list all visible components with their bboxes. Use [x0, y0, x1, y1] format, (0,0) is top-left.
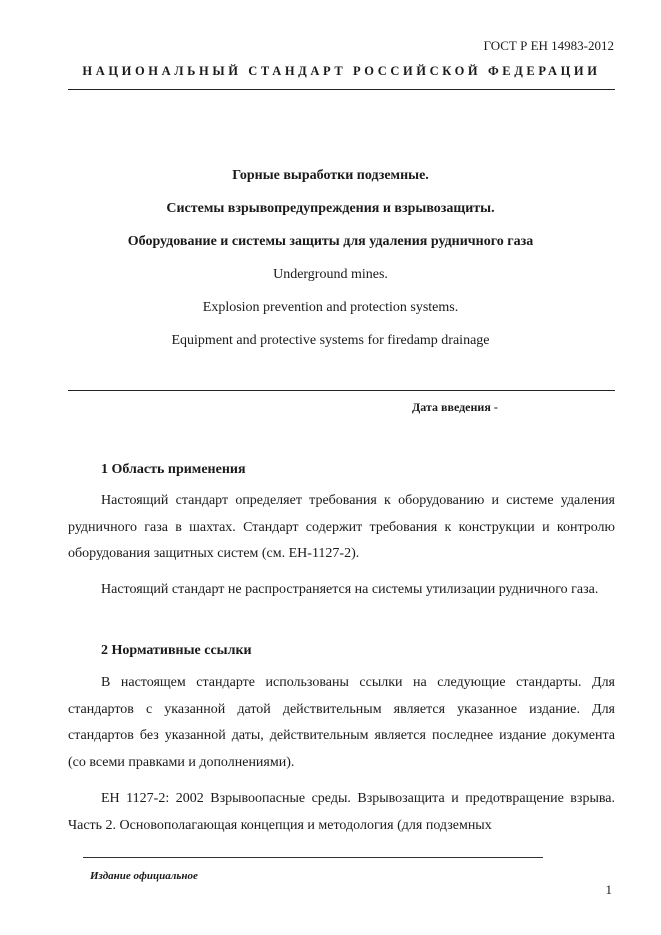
title-ru-line1: Горные выработки подземные.	[232, 168, 429, 183]
title-en-line1: Underground mines.	[273, 267, 388, 282]
section-1-paragraph-1: Настоящий стандарт определяет требования к оборудованию и системе удаления рудничного газа в шахтах. Стандарт содержит требования к конструкции и контролю оборудования защитных систем (см. ЕН-1127-2).	[68, 493, 615, 561]
official-edition-note: Издание официальное	[90, 870, 198, 882]
page-number: 1	[605, 882, 612, 897]
header-divider	[68, 89, 615, 90]
title-divider	[68, 390, 615, 391]
title-en-line3: Equipment and protective systems for firedamp drainage	[171, 333, 490, 348]
title-ru-line3: Оборудование и системы защиты для удаления рудничного газа	[127, 234, 534, 249]
footer-divider	[83, 857, 543, 858]
section-1-heading: 1 Область применения	[101, 462, 246, 477]
standard-id: ГОСТ Р ЕН 14983-2012	[483, 38, 614, 53]
section-1-paragraph-2: Настоящий стандарт не распространяется на системы утилизации рудничного газа.	[101, 582, 599, 597]
section-2-paragraph-2: ЕН 1127-2: 2002 Взрывоопасные среды. Взрывозащита и предотвращение взрыва. Часть 2. Основополагающая концепция и методология (для подземных	[68, 791, 615, 833]
section-2-paragraph-1: В настоящем стандарте использованы ссылки на следующие стандарты. Для стандартов с указанной датой действительным является указанное издание. Для стандартов без указанной даты, действительным является последнее издание документа (со всеми правками и дополнениями).	[68, 675, 615, 770]
intro-date: Дата введения -	[412, 400, 498, 414]
national-standard-heading: НАЦИОНАЛЬНЫЙ СТАНДАРТ РОССИЙСКОЙ ФЕДЕРАЦИИ	[82, 64, 601, 78]
title-en-line2: Explosion prevention and protection systems.	[202, 300, 459, 315]
section-2-heading: 2 Нормативные ссылки	[101, 643, 252, 658]
title-ru-line2: Системы взрывопредупреждения и взрывозащиты.	[166, 201, 495, 216]
